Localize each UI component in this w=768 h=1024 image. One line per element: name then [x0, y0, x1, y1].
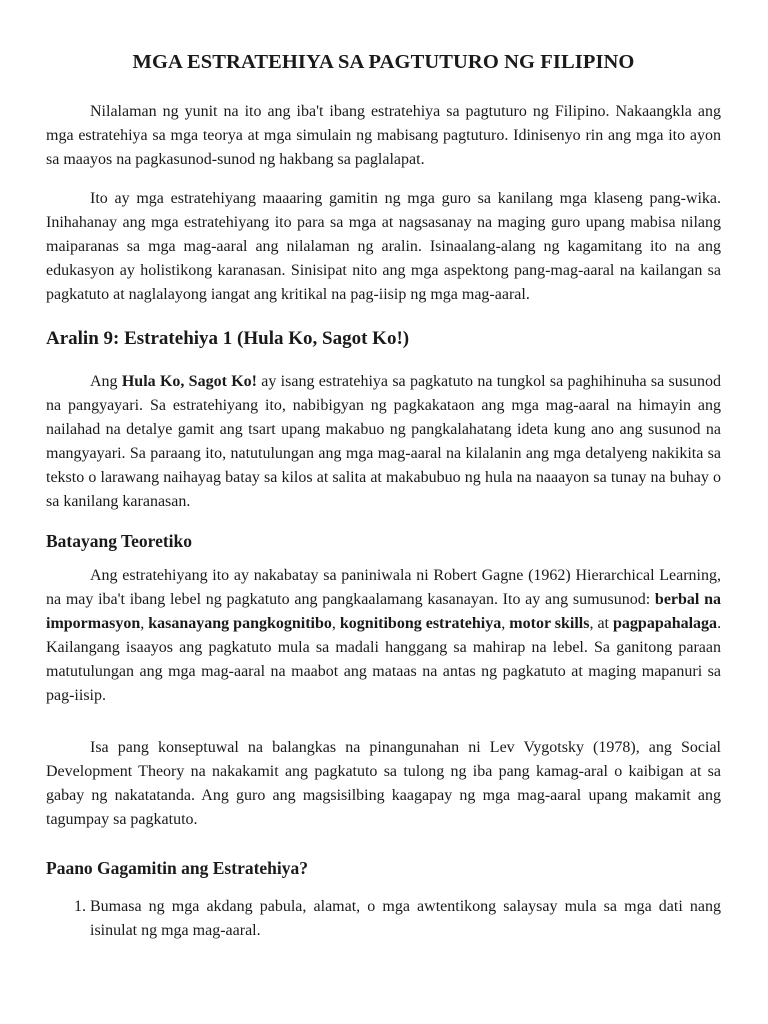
separator: , [331, 615, 340, 632]
batayan-heading: Batayang Teoretiko [46, 531, 193, 551]
aralin-heading: Aralin 9: Estratehiya 1 (Hula Ko, Sagot Ko!) [46, 328, 410, 349]
steps-list [46, 895, 721, 943]
aralin-text-rest: ay isang estratehiya sa pagkatuto na tungkol sa paghihinuha sa susunod na pangyayari. Sa estratehiyang ito, nabibigyan ng pagkakataon ang mga mag-aaral na himayin ang nailahad na detalye gamit ang tsart upang makabuo ng pangkalahatang ideta kung ano ang susunod na mangyayari. Sa paraang ito, natutulungan ang mga mag-aaral na kilalanin ang mga detalyeng nakikita sa teksto o larawang naihayag batay sa kilos at salita at makabubuo ng hula na naaayon sa tunay na buhay o sa kanilang karanasan. [46, 373, 722, 510]
separator: , [140, 615, 149, 632]
term-kognitibong: kognitibong estratehiya [339, 615, 502, 632]
aralin-text-start: Ang [90, 373, 122, 390]
separator: , at [589, 615, 614, 632]
paano-heading: Paano Gagamitin ang Estratehiya? [46, 858, 309, 878]
batayan-paragraph-2: Isa pang konseptuwal na balangkas na pinangunahan ni Lev Vygotsky (1978), ang Social Development Theory na nakakamit ang pagkatuto sa tulong ng iba pang kamag-aral o kaibigan at sa gabay ng nakatatanda. Ang guro ang magsisilbing kaagapay ng mga mag-aaral upang makamit ang tagumpay sa pagkatuto. [46, 739, 721, 828]
batayan-paragraph-1 [46, 564, 721, 708]
separator: , [501, 615, 510, 632]
batayan-text-a: Ang estratehiyang ito ay nakabatay sa paniniwala ni Robert Gagne (1962) Hierarchical Learning, na may iba't ibang lebel ng pagkatuto ang pangkaalamang kasanayan. Ito ay ang sumusunod: [46, 567, 721, 608]
intro-paragraph-2: Ito ay mga estratehiyang maaaring gamitin ng mga guro sa kanilang mga klaseng pang-wika. Inihahanay ang mga estratehiyang ito para sa mga at nagsasanay na maging guro upang mabisa nilang maiparanas sa mga mag-aaral ang nilalaman ng aralin. Isinaalang-alang ng kagamitang ito na ang edukasyon ay holistikong karanasan. Sinisipat nito ang mga aspektong pang-mag-aaral na kailangan sa pagkatuto at naglalayong iangat ang kritikal na pag-iisip ng mga mag-aaral. [46, 190, 721, 303]
term-motor-skills: motor skills [509, 615, 590, 632]
term-kasanayang: kasanayang pangkognitibo [148, 615, 332, 632]
aralin-strategy-name: Hula Ko, Sagot Ko! [121, 373, 257, 390]
batayan-text-b: . Kailangang isaayos ang pagkatuto mula sa madali hanggang sa mahirap na lebel. Sa ganitong paraan matutulungan ang mga mag-aaral na maabot ang mataas na antas ng pagkatuto at maging mapanuri sa pag-iisip. [46, 615, 722, 704]
list-item: 1. Bumasa ng mga akdang pabula, alamat, o mga awtentikong salaysay mula sa mga dati nang isinulat ng mga mag-aaral. [90, 895, 721, 943]
term-pagpapahalaga: pagpapahalaga [613, 615, 718, 632]
intro-paragraph-1: Nilalaman ng yunit na ito ang iba't ibang estratehiya sa pagtuturo ng Filipino. Nakaangkla ang mga estratehiya sa mga teorya at mga simulain ng mabisang pagtuturo. Idinisenyo rin ang mga ito ayon sa maayos na pagkasunod-sunod ng hakbang sa paglalapat. [46, 103, 721, 168]
aralin-paragraph [46, 370, 721, 514]
document-title: MGA ESTRATEHIYA SA PAGTUTURO NG FILIPINO [132, 51, 635, 73]
term-berbal: berbal na impormasyon [46, 591, 721, 632]
